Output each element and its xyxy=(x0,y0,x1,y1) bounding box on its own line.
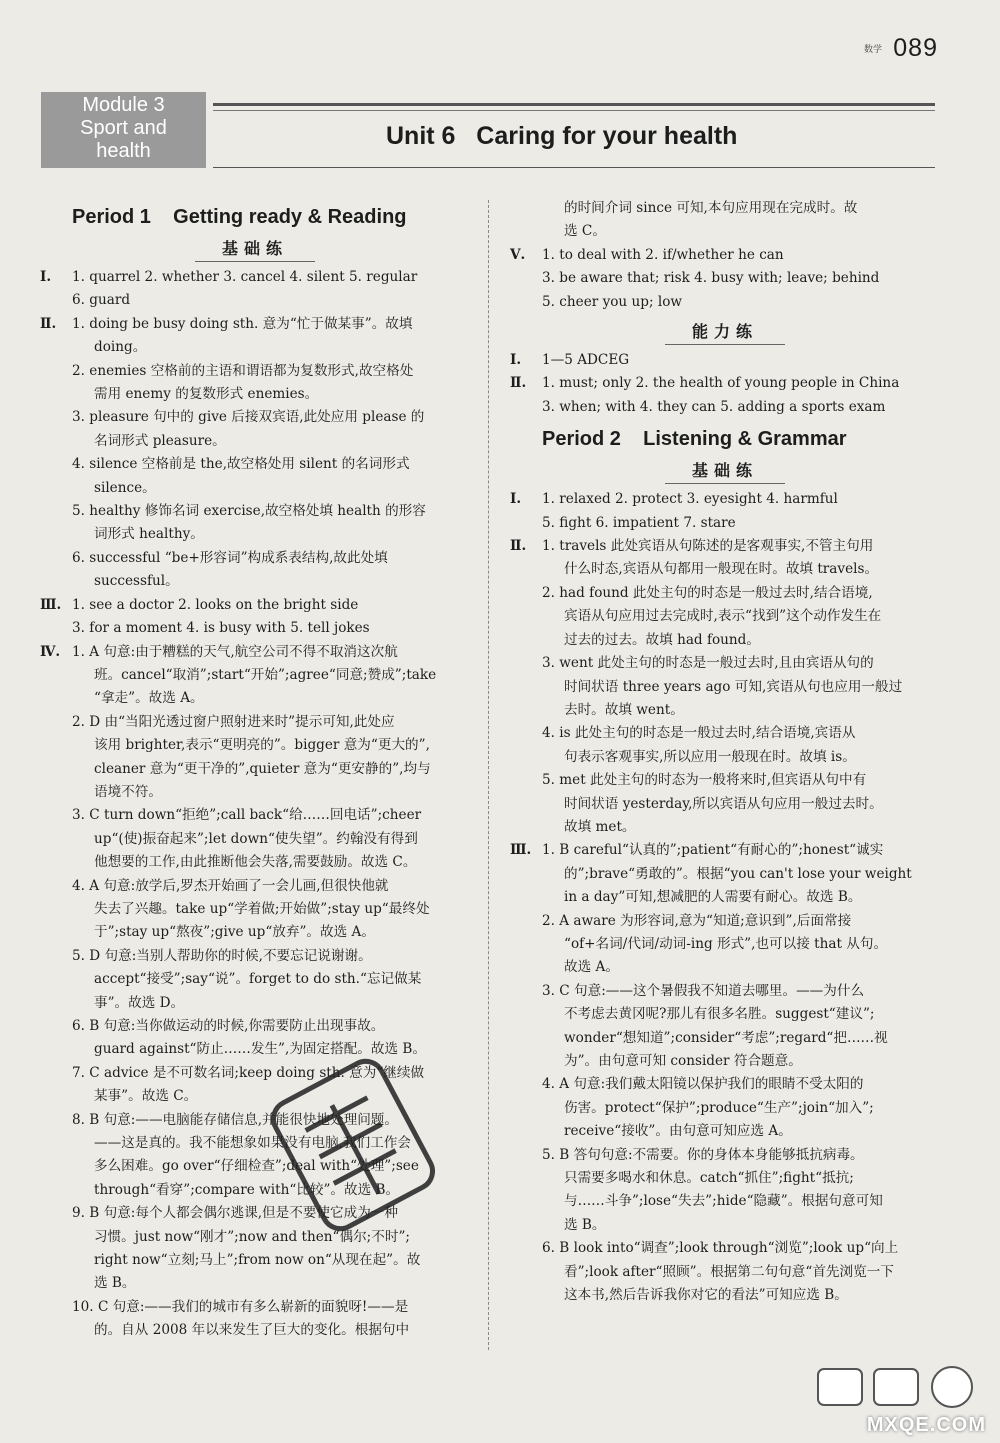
answer-line xyxy=(40,1272,470,1295)
answer-text: 1. A 句意:由于糟糕的天气,航空公司不得不取消这次航 xyxy=(72,643,398,660)
answer-line xyxy=(510,1261,940,1284)
period-heading: Period 2 Listening & Grammar xyxy=(542,428,847,451)
answer-text: 5. cheer you up; low xyxy=(542,293,683,310)
answer-line xyxy=(40,898,470,921)
answer-text: silence。 xyxy=(94,479,156,496)
answer-text: 1. travels 此处宾语从句陈述的是客观事实,不管主句用 xyxy=(542,538,874,555)
answer-text: 4. A 句意:我们戴太阳镜以保护我们的眼睛不受太阳的 xyxy=(542,1076,864,1093)
section-numeral: Ⅱ. xyxy=(40,315,57,332)
answer-text: 词形式 healthy。 xyxy=(94,526,204,543)
answer-text: 班。cancel“取消”;start“开始”;agree“同意;赞成”;take xyxy=(94,666,437,683)
answer-line xyxy=(510,512,940,535)
answer-line xyxy=(510,1050,940,1073)
answer-line xyxy=(40,406,470,429)
answer-line xyxy=(40,500,470,523)
answer-text: 事”。故选 D。 xyxy=(94,994,185,1011)
right-column xyxy=(510,197,940,1307)
answer-line xyxy=(510,1237,940,1260)
answer-line xyxy=(510,244,940,267)
answer-text: 3. when; with 4. they can 5. adding a sports exam xyxy=(542,398,886,415)
answer-line xyxy=(510,1003,940,1026)
answer-text: 5. D 句意:当别人帮助你的时候,不要忘记说谢谢。 xyxy=(72,947,372,964)
answer-line xyxy=(510,1190,940,1213)
answer-line xyxy=(510,980,940,1003)
answer-line xyxy=(510,1214,940,1237)
answer-text: 名词形式 pleasure。 xyxy=(94,432,226,449)
answer-text: 故填 met。 xyxy=(564,818,636,835)
answer-text: 6. guard xyxy=(72,292,131,309)
answer-line xyxy=(510,1120,940,1143)
answer-line xyxy=(510,1284,940,1307)
answer-line xyxy=(510,746,940,769)
answer-line xyxy=(510,197,940,220)
answer-line xyxy=(510,1144,940,1167)
answer-text: 3. C turn down“拒绝”;call back“给……回电话”;cheer xyxy=(72,807,422,824)
answer-line xyxy=(510,699,940,722)
answer-line xyxy=(40,570,470,593)
section-numeral: Ⅳ. xyxy=(40,643,61,660)
answer-line xyxy=(40,360,470,383)
answer-text: 失去了兴趣。take up“学着做;开始做”;stay up“最终处 xyxy=(94,900,430,917)
answer-text: 某事”。故选 C。 xyxy=(94,1088,198,1105)
section-numeral: Ⅴ. xyxy=(510,246,526,263)
answer-text: 习惯。just now“刚才”;now and then“偶尔;不时”; xyxy=(94,1228,410,1245)
module-line: Sport and xyxy=(80,117,167,139)
answer-text: 1. must; only 2. the health of young people in China xyxy=(542,375,900,392)
section-heading: 基础练 xyxy=(40,237,470,262)
header-rule xyxy=(213,110,935,111)
answer-text: 选 B。 xyxy=(564,1216,606,1233)
answer-text: receive“接收”。由句意可知应选 A。 xyxy=(564,1123,792,1140)
answer-line xyxy=(510,886,940,909)
answer-text: wonder“想知道”;consider“考虑”;regard“把……视 xyxy=(564,1029,888,1046)
answer-text: 5. met 此处主句的时态为一般将来时,但宾语从句中有 xyxy=(542,772,867,789)
answer-text: 为”。由句意可知 consider 符合题意。 xyxy=(564,1053,802,1069)
answer-line xyxy=(40,1319,470,1342)
answer-text: successful。 xyxy=(94,573,179,590)
answer-text: 5. B 答句句意:不需要。你的身体本身能够抵抗病毒。 xyxy=(542,1146,864,1163)
answer-line xyxy=(510,605,940,628)
section-numeral: Ⅲ. xyxy=(40,596,62,613)
answer-text: guard against“防止……发生”,为固定搭配。故选 B。 xyxy=(94,1041,426,1058)
answer-text: 2. enemies 空格前的主语和谓语都为复数形式,故空格处 xyxy=(72,362,414,379)
page-number: 089 xyxy=(893,34,938,62)
section-numeral: Ⅰ. xyxy=(510,352,522,369)
answer-line xyxy=(40,664,470,687)
answer-line xyxy=(510,1027,940,1050)
answer-text: 9. B 句意:每个人都会偶尔逃课,但是不要使它成为一种 xyxy=(72,1205,398,1222)
answer-text: up“(使)振奋起来”;let down“使失望”。约翰没有得到 xyxy=(94,830,418,847)
answer-text: 多么困难。go over“仔细检查”;deal with“处理”;see xyxy=(94,1158,419,1175)
section-heading: 能力练 xyxy=(510,320,940,345)
answer-line xyxy=(40,430,470,453)
answer-line xyxy=(510,816,940,839)
answer-line xyxy=(40,641,470,664)
answer-text: 4. silence 空格前是 the,故空格处用 silent 的名词形式 xyxy=(72,456,410,473)
module-line: Module 3 xyxy=(82,94,165,116)
answer-line xyxy=(510,220,940,243)
answer-line xyxy=(40,266,470,289)
period-heading: Period 1 Getting ready & Reading xyxy=(72,206,407,228)
unit-title: Unit 6 Caring for your health xyxy=(386,122,738,150)
answer-line xyxy=(510,863,940,886)
answer-text: 1—5 ADCEG xyxy=(542,352,630,369)
answer-text: through“看穿”;compare with“比较”。故选 B。 xyxy=(94,1181,400,1198)
answer-text: 选 C。 xyxy=(564,223,606,240)
answer-line xyxy=(40,687,470,710)
answer-text: 故选 A。 xyxy=(564,959,619,976)
answer-text: 他想要的工作,由此推断他会失落,需要鼓励。故选 C。 xyxy=(94,854,417,871)
section-numeral: Ⅲ. xyxy=(510,842,532,859)
answer-text: in a day”可知,想减肥的人需要有耐心。故选 B。 xyxy=(564,889,862,906)
answer-line xyxy=(40,921,470,944)
answer-line xyxy=(510,933,940,956)
answer-text: doing。 xyxy=(94,339,147,356)
answer-text: 只需要多喝水和休息。catch“抓住”;fight“抵抗; xyxy=(564,1170,854,1187)
answer-line xyxy=(40,828,470,851)
header-rule xyxy=(213,103,935,106)
section-numeral: Ⅰ. xyxy=(40,269,52,285)
answer-text: 4. is 此处主句的时态是一般过去时,结合语境,宾语从 xyxy=(542,725,856,742)
answer-text: 2. A aware 为形容词,意为“知道;意识到”,后面常接 xyxy=(542,912,852,929)
answer-text: 1. see a doctor 2. looks on the bright side xyxy=(72,596,359,613)
module-line: health xyxy=(96,140,151,162)
answer-line xyxy=(510,1097,940,1120)
answer-text: 2. had found 此处主句的时态是一般过去时,结合语境, xyxy=(542,584,873,601)
answer-line xyxy=(40,734,470,757)
answer-text: 于”;stay up“熬夜”;give up“放弃”。故选 A。 xyxy=(94,924,375,941)
answer-line xyxy=(510,291,940,314)
answer-line xyxy=(510,372,940,395)
answer-line xyxy=(40,992,470,1015)
answer-text: 5. fight 6. impatient 7. stare xyxy=(542,514,736,531)
answer-text: 宾语从句应用过去完成时,表示“找到”这个动作发生在 xyxy=(564,608,882,625)
answer-line xyxy=(40,594,470,617)
answer-text: 去时。故填 went。 xyxy=(564,701,684,718)
section-numeral: Ⅱ. xyxy=(510,538,527,555)
answer-text: 3. be aware that; risk 4. busy with; leave; behind xyxy=(542,270,880,287)
answer-line xyxy=(40,453,470,476)
answer-lines xyxy=(510,197,940,314)
answer-line xyxy=(40,336,470,359)
answer-line xyxy=(40,477,470,500)
answer-text: 3. for a moment 4. is busy with 5. tell jokes xyxy=(72,620,370,637)
answer-line xyxy=(510,910,940,933)
answer-text: “拿走”。故选 A。 xyxy=(94,690,204,707)
answer-line xyxy=(40,781,470,804)
answer-text: 看”;look after“照顾”。根据第二句句意“首先浏览一下 xyxy=(564,1263,894,1280)
answer-text: 需用 enemy 的复数形式 enemies。 xyxy=(94,386,319,403)
answer-lines xyxy=(510,349,940,419)
answer-line xyxy=(40,1296,470,1319)
answer-text: 时间状语 three years ago 可知,宾语从句也应用一般过 xyxy=(564,678,903,695)
answer-text: 这本书,然后告诉我你对它的看法”可知应选 B。 xyxy=(564,1287,848,1304)
answer-text: 7. C advice 是不可数名词;keep doing sth. 意为“继续做 xyxy=(72,1064,425,1081)
answer-text: 1. B careful“认真的”;patient“有耐心的”;honest“诚实 xyxy=(542,842,884,859)
answer-line xyxy=(510,629,940,652)
answer-line xyxy=(510,349,940,372)
section-numeral: Ⅰ. xyxy=(510,491,522,508)
page-subject-mark: 数学 xyxy=(863,45,882,55)
answer-line xyxy=(510,535,940,558)
answer-line xyxy=(40,875,470,898)
header-rule xyxy=(213,167,935,168)
answer-line xyxy=(40,523,470,546)
answer-line xyxy=(510,1167,940,1190)
answer-text: 的。自从 2008 年以来发生了巨大的变化。根据句中 xyxy=(94,1322,410,1339)
answer-text: 语境不符。 xyxy=(94,783,162,800)
answer-text: 2. D 由“当阳光透过窗户照射进来时”提示可知,此处应 xyxy=(72,713,395,730)
answer-line xyxy=(40,313,470,336)
answer-text: 的时间介词 since 可知,本句应用现在完成时。故 xyxy=(564,200,858,216)
answer-text: 什么时态,宾语从句都用一般现在时。故填 travels。 xyxy=(564,561,879,578)
module-label xyxy=(41,92,206,168)
section-heading: 基础练 xyxy=(510,459,940,484)
answer-lines xyxy=(510,488,940,1307)
answer-line xyxy=(510,1073,940,1096)
answer-line xyxy=(40,547,470,570)
answer-text: cleaner 意为“更干净的”,quieter 意为“更安静的”,均与 xyxy=(94,760,431,777)
answer-line xyxy=(510,488,940,511)
answer-line xyxy=(40,758,470,781)
answer-line xyxy=(510,267,940,290)
answer-text: 3. C 句意:——这个暑假我不知道去哪里。——为什么 xyxy=(542,982,865,999)
column-divider xyxy=(488,200,489,1350)
answer-text: 该用 brighter,表示“更明亮的”。bigger 意为“更大的”, xyxy=(94,737,430,754)
answer-text: 选 B。 xyxy=(94,1275,136,1292)
answer-line xyxy=(510,558,940,581)
answer-line xyxy=(510,956,940,979)
answer-line xyxy=(510,676,940,699)
answer-text: 过去的过去。故填 had found。 xyxy=(564,631,760,648)
answer-text: 时间状语 yesterday,所以宾语从句应用一般过去时。 xyxy=(564,795,883,812)
answer-text: 6. B 句意:当你做运动的时候,你需要防止出现事故。 xyxy=(72,1018,385,1034)
answer-text: 不考虑去黄冈呢?那儿有很多名胜。suggest“建议”; xyxy=(564,1006,875,1023)
answer-line xyxy=(510,722,940,745)
answer-line xyxy=(40,804,470,827)
answer-line xyxy=(510,652,940,675)
answer-text: 1. to deal with 2. if/whether he can xyxy=(542,246,784,263)
answer-line xyxy=(40,968,470,991)
answer-text: 1. quarrel 2. whether 3. cancel 4. silent 5. regular xyxy=(72,269,418,285)
answer-text: 句表示客观事实,所以应用一般现在时。故填 is。 xyxy=(564,748,856,765)
answer-text: 10. C 句意:——我们的城市有多么崭新的面貌呀!——是 xyxy=(72,1298,409,1315)
answer-line xyxy=(40,289,470,312)
answer-text: accept“接受”;say“说”。forget to do sth.“忘记做某 xyxy=(94,971,422,988)
answer-line xyxy=(510,769,940,792)
answer-line xyxy=(510,839,940,862)
answer-text: 3. pleasure 句中的 give 后接双宾语,此处应用 please 的 xyxy=(72,409,425,426)
answer-line xyxy=(510,582,940,605)
section-numeral: Ⅱ. xyxy=(510,375,527,392)
answer-text: “of+名词/代词/动词-ing 形式”,也可以接 that 从句。 xyxy=(564,935,888,952)
answer-line xyxy=(40,617,470,640)
answer-line xyxy=(40,383,470,406)
answer-line xyxy=(510,793,940,816)
answer-text: 5. healthy 修饰名词 exercise,故空格处填 health 的形容 xyxy=(72,503,426,520)
answer-line xyxy=(510,396,940,419)
answer-text: 6. successful “be+形容词”构成系表结构,故此处填 xyxy=(72,549,388,566)
site-url: MXQE.COM xyxy=(866,1414,986,1436)
answer-text: 1. doing be busy doing sth. 意为“忙于做某事”。故填 xyxy=(72,315,413,332)
answer-text: 1. relaxed 2. protect 3. eyesight 4. harmful xyxy=(542,491,838,508)
answer-text: 3. went 此处主句的时态是一般过去时,且由宾语从句的 xyxy=(542,655,874,672)
answer-text: 6. B look into“调查”;look through“浏览”;look up“向上 xyxy=(542,1240,899,1257)
answer-line xyxy=(40,851,470,874)
answer-text: 的”;brave“勇敢的”。根据“you can't lose your weight xyxy=(564,865,912,882)
answer-line xyxy=(40,711,470,734)
answer-text: 伤害。protect“保护”;produce“生产”;join“加入”; xyxy=(564,1099,874,1116)
answer-text: 4. A 句意:放学后,罗杰开始画了一会儿画,但很快他就 xyxy=(72,877,389,894)
answer-text: ——这是真的。我不能想象如果没有电脑,我们工作会 xyxy=(94,1135,411,1152)
answer-text: 与……斗争”;lose“失去”;hide“隐藏”。根据句意可知 xyxy=(564,1193,883,1210)
answer-text: right now“立刻;马上”;from now on“从现在起”。故 xyxy=(94,1252,421,1269)
answer-line xyxy=(40,945,470,968)
stamp-watermark xyxy=(248,1020,458,1270)
answer-text: 8. B 句意:——电脑能存储信息,并能很快地处理问题。 xyxy=(72,1111,398,1128)
